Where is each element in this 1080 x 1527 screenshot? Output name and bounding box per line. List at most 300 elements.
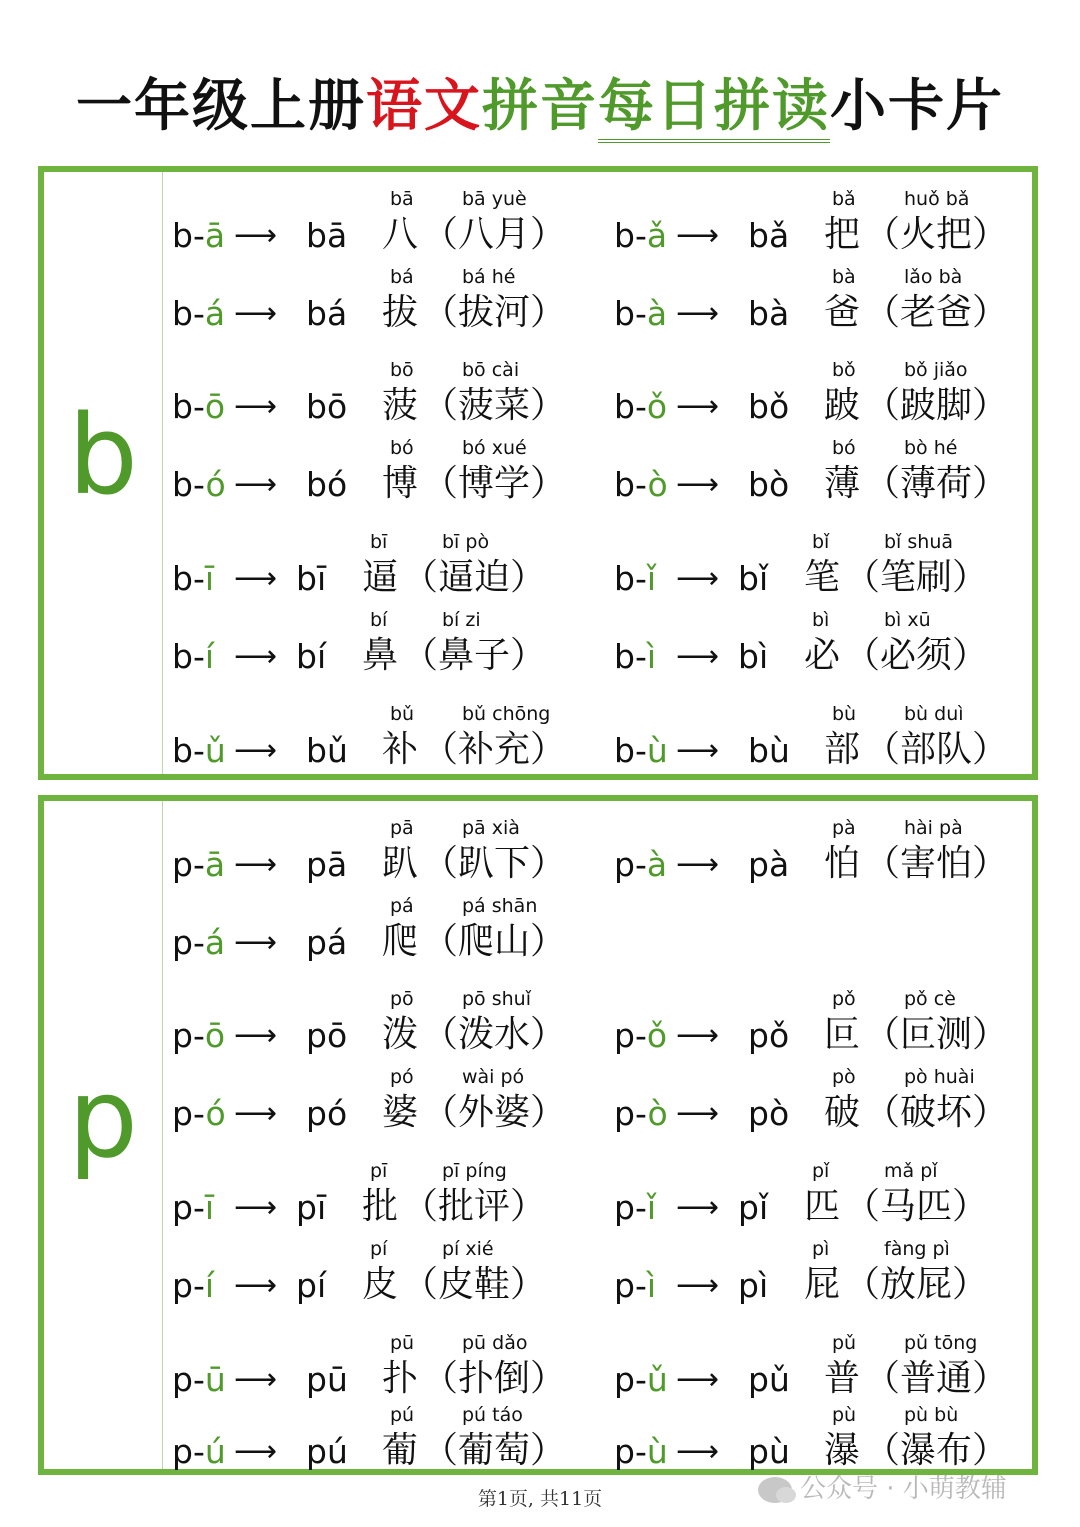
word-pinyin: bá hé xyxy=(462,266,516,288)
hanzi: 瀑 xyxy=(824,1430,861,1471)
final-vowel: í xyxy=(204,637,215,676)
word-pinyin: pū dǎo xyxy=(462,1332,528,1354)
initial: b- xyxy=(614,216,647,255)
final-vowel: ǔ xyxy=(646,1360,668,1399)
final-vowel: ó xyxy=(205,465,226,504)
hanzi: 部 xyxy=(824,729,861,770)
word: （趴下） xyxy=(422,843,567,884)
word: （外婆） xyxy=(422,1092,567,1133)
hanzi: 拔 xyxy=(382,292,419,333)
word-pinyin: hài pà xyxy=(904,817,963,839)
arrow-icon: ⟶ xyxy=(676,1362,720,1397)
word: （破坏） xyxy=(864,1092,1009,1133)
char-pinyin: pǔ xyxy=(832,1332,857,1354)
syllable: pí xyxy=(296,1266,327,1305)
hanzi: 泼 xyxy=(382,1014,419,1055)
hanzi: 笔 xyxy=(804,557,841,598)
arrow-icon: ⟶ xyxy=(234,218,278,253)
pinyin-entry xyxy=(172,353,592,431)
spelling xyxy=(614,294,667,334)
syllable: pǔ xyxy=(748,1360,790,1399)
word-pinyin: bǐ shuā xyxy=(884,531,954,553)
spelling xyxy=(614,559,656,599)
arrow-icon: ⟶ xyxy=(676,218,720,253)
hanzi: 怕 xyxy=(824,843,861,884)
char-pinyin: bó xyxy=(832,437,856,459)
arrow-icon: ⟶ xyxy=(676,1268,720,1303)
spelling xyxy=(614,387,667,427)
card-b xyxy=(38,166,1038,780)
char-pinyin: pī xyxy=(370,1160,388,1182)
pinyin-entry xyxy=(172,697,592,775)
final-vowel: ǎ xyxy=(646,216,668,255)
char-pinyin: bō xyxy=(390,359,414,381)
word: （扑倒） xyxy=(422,1358,567,1399)
final-vowel: ā xyxy=(204,845,226,884)
hanzi: 跛 xyxy=(824,385,861,426)
word-pinyin: pú táo xyxy=(462,1404,523,1426)
spelling xyxy=(172,1094,226,1134)
pinyin-entry xyxy=(614,260,1034,338)
initial: b- xyxy=(614,731,647,770)
arrow-icon: ⟶ xyxy=(234,467,278,502)
spelling xyxy=(172,559,214,599)
initial: b- xyxy=(172,637,205,676)
word-pinyin: bǔ chōng xyxy=(462,703,551,725)
word: （爬山） xyxy=(422,921,567,962)
spelling xyxy=(614,1266,656,1306)
word: （薄荷） xyxy=(864,463,1009,504)
arrow-icon: ⟶ xyxy=(234,389,278,424)
spelling xyxy=(614,1094,668,1134)
word: （皮鞋） xyxy=(402,1264,547,1305)
char-pinyin: bí xyxy=(370,609,388,631)
char-pinyin: pǐ xyxy=(812,1160,830,1182)
initial: b- xyxy=(172,465,206,504)
pinyin-entry xyxy=(172,1232,592,1310)
spelling xyxy=(172,216,225,256)
title-daily: 每日拼读 xyxy=(598,74,830,143)
pinyin-entry xyxy=(614,697,1034,775)
char-pinyin: bó xyxy=(390,437,414,459)
initial: b- xyxy=(172,216,205,255)
spelling xyxy=(172,637,214,677)
hanzi: 叵 xyxy=(824,1014,861,1055)
page-title xyxy=(0,62,1080,142)
word: （必须） xyxy=(844,635,989,676)
hanzi: 菠 xyxy=(382,385,419,426)
word: （鼻子） xyxy=(402,635,547,676)
word-pinyin: bō cài xyxy=(462,359,520,381)
final-vowel: ú xyxy=(204,1432,226,1471)
spelling xyxy=(614,1360,668,1400)
syllable: bá xyxy=(306,294,348,333)
syllable: pà xyxy=(748,845,790,884)
word-pinyin: huǒ bǎ xyxy=(904,188,970,210)
hanzi: 爬 xyxy=(382,921,419,962)
final-vowel: ǐ xyxy=(646,559,657,598)
initial: p- xyxy=(172,1432,205,1471)
page-footer: 第1页, 共11页 xyxy=(477,1488,603,1510)
final-vowel: ì xyxy=(646,1266,657,1305)
title-card: 小卡片 xyxy=(830,74,1004,139)
word: （叵测） xyxy=(864,1014,1009,1055)
spelling xyxy=(172,294,225,334)
syllable: bù xyxy=(748,731,790,770)
arrow-icon: ⟶ xyxy=(234,733,278,768)
syllable: bǐ xyxy=(738,559,769,598)
initial: b- xyxy=(614,387,647,426)
syllable: bí xyxy=(296,637,327,676)
syllable: bà xyxy=(748,294,790,333)
word: （补充） xyxy=(422,729,567,770)
word: （火把） xyxy=(864,214,1009,255)
spelling xyxy=(172,731,226,771)
arrow-icon: ⟶ xyxy=(234,1362,278,1397)
syllable: bò xyxy=(748,465,790,504)
word: （菠菜） xyxy=(422,385,567,426)
syllable: pó xyxy=(306,1094,348,1133)
word: （老爸） xyxy=(864,292,1009,333)
syllable: pò xyxy=(748,1094,790,1133)
char-pinyin: pā xyxy=(390,817,414,839)
arrow-icon: ⟶ xyxy=(234,1268,278,1303)
char-pinyin: pù xyxy=(832,1404,857,1426)
word: （瀑布） xyxy=(864,1430,1009,1471)
syllable: pǒ xyxy=(748,1016,790,1055)
initial: b- xyxy=(614,559,647,598)
final-vowel: á xyxy=(204,294,226,333)
word-pinyin: mǎ pǐ xyxy=(884,1160,938,1182)
syllable: bǒ xyxy=(748,387,790,426)
word-pinyin: bǒ jiǎo xyxy=(904,359,968,381)
final-vowel: à xyxy=(646,294,668,333)
word-pinyin: bó xué xyxy=(462,437,527,459)
spelling xyxy=(614,731,668,771)
pinyin-entry xyxy=(614,1060,1034,1138)
word-pinyin: lǎo bà xyxy=(904,266,963,288)
initial: b- xyxy=(172,559,205,598)
hanzi: 屁 xyxy=(804,1264,841,1305)
char-pinyin: pó xyxy=(390,1066,414,1088)
char-pinyin: pá xyxy=(390,895,414,917)
word: （跛脚） xyxy=(864,385,1009,426)
char-pinyin: pà xyxy=(832,817,856,839)
initial: b- xyxy=(614,294,647,333)
word-pinyin: pǔ tōng xyxy=(904,1332,978,1354)
word-pinyin: pǒ cè xyxy=(904,988,956,1010)
arrow-icon: ⟶ xyxy=(676,1190,720,1225)
pinyin-entry xyxy=(614,182,1034,260)
hanzi: 皮 xyxy=(362,1264,399,1305)
final-vowel: á xyxy=(204,923,226,962)
wechat-icon xyxy=(758,1477,792,1503)
word-pinyin: pí xié xyxy=(442,1238,494,1260)
final-vowel: ì xyxy=(646,637,657,676)
word-pinyin: wài pó xyxy=(462,1066,525,1088)
spelling xyxy=(172,845,225,885)
pinyin-entry xyxy=(172,182,592,260)
word: （逼迫） xyxy=(402,557,547,598)
initial: b- xyxy=(172,294,205,333)
initial: b- xyxy=(172,387,205,426)
spelling xyxy=(614,1432,668,1472)
spelling xyxy=(614,845,667,885)
arrow-icon: ⟶ xyxy=(234,561,278,596)
spelling xyxy=(172,1016,225,1056)
pinyin-entry xyxy=(614,1232,1034,1310)
final-vowel: ǐ xyxy=(646,1188,657,1227)
syllable: pá xyxy=(306,923,348,962)
arrow-icon: ⟶ xyxy=(234,925,278,960)
word-pinyin: bī pò xyxy=(442,531,490,553)
arrow-icon: ⟶ xyxy=(676,733,720,768)
syllable: pú xyxy=(306,1432,348,1471)
char-pinyin: pō xyxy=(390,988,414,1010)
char-pinyin: bā xyxy=(390,188,414,210)
hanzi: 八 xyxy=(382,214,419,255)
hanzi: 必 xyxy=(804,635,841,676)
pinyin-entry xyxy=(172,811,592,889)
pinyin-entry xyxy=(172,1060,592,1138)
final-vowel: ō xyxy=(204,387,226,426)
pinyin-entry xyxy=(172,1326,592,1404)
title-pinyin: 拼音 xyxy=(482,74,598,139)
arrow-icon: ⟶ xyxy=(234,639,278,674)
arrow-icon: ⟶ xyxy=(234,1018,278,1053)
pinyin-entry xyxy=(614,525,1034,603)
syllable: pì xyxy=(738,1266,769,1305)
initial: p- xyxy=(172,923,205,962)
pinyin-entry xyxy=(172,603,592,681)
initial-letter: b xyxy=(68,391,138,519)
pinyin-entry xyxy=(172,260,592,338)
syllable: pù xyxy=(748,1432,790,1471)
syllable: pū xyxy=(306,1360,348,1399)
char-pinyin: pì xyxy=(812,1238,830,1260)
arrow-icon: ⟶ xyxy=(234,1096,278,1131)
final-vowel: ǒ xyxy=(646,387,668,426)
char-pinyin: bà xyxy=(832,266,856,288)
letter-column xyxy=(44,172,163,774)
hanzi: 葡 xyxy=(382,1430,419,1471)
spelling xyxy=(172,465,226,505)
watermark xyxy=(758,1468,1007,1505)
syllable: bī xyxy=(296,559,327,598)
arrow-icon: ⟶ xyxy=(676,467,720,502)
syllable: bǔ xyxy=(306,731,348,770)
syllable: pī xyxy=(296,1188,327,1227)
spelling xyxy=(172,923,225,963)
initial: p- xyxy=(614,1094,648,1133)
initial: p- xyxy=(172,845,205,884)
final-vowel: ī xyxy=(204,1188,215,1227)
word-pinyin: pō shuǐ xyxy=(462,988,531,1010)
initial: p- xyxy=(614,1266,647,1305)
word-pinyin: fàng pì xyxy=(884,1238,950,1260)
char-pinyin: bǔ xyxy=(390,703,415,725)
hanzi: 逼 xyxy=(362,557,399,598)
word-pinyin: bù duì xyxy=(904,703,964,725)
arrow-icon: ⟶ xyxy=(234,1434,278,1469)
char-pinyin: bù xyxy=(832,703,857,725)
pinyin-entry xyxy=(614,431,1034,509)
spelling xyxy=(172,1266,214,1306)
spelling xyxy=(614,637,656,677)
word: （拔河） xyxy=(422,292,567,333)
word-pinyin: pá shān xyxy=(462,895,538,917)
pinyin-entry xyxy=(172,982,592,1060)
char-pinyin: pū xyxy=(390,1332,415,1354)
pinyin-entry xyxy=(614,353,1034,431)
pinyin-entry xyxy=(614,1326,1034,1404)
final-vowel: ā xyxy=(204,216,226,255)
word-pinyin: bò hé xyxy=(904,437,958,459)
arrow-icon: ⟶ xyxy=(676,296,720,331)
word-pinyin: pù bù xyxy=(904,1404,959,1426)
initial: p- xyxy=(614,1432,647,1471)
initial: p- xyxy=(614,1016,647,1055)
char-pinyin: bì xyxy=(812,609,830,631)
final-vowel: ù xyxy=(646,731,668,770)
arrow-icon: ⟶ xyxy=(234,1190,278,1225)
word: （笔刷） xyxy=(844,557,989,598)
hanzi: 补 xyxy=(382,729,419,770)
arrow-icon: ⟶ xyxy=(676,847,720,882)
word-pinyin: pī píng xyxy=(442,1160,507,1182)
title-subject: 语文 xyxy=(366,74,482,139)
pinyin-entry xyxy=(172,525,592,603)
arrow-icon: ⟶ xyxy=(676,1434,720,1469)
spelling xyxy=(614,216,667,256)
word: （泼水） xyxy=(422,1014,567,1055)
pinyin-entry xyxy=(614,1398,1034,1476)
word: （八月） xyxy=(422,214,567,255)
spelling xyxy=(172,387,225,427)
final-vowel: ǔ xyxy=(204,731,226,770)
syllable: pǐ xyxy=(738,1188,769,1227)
final-vowel: ù xyxy=(646,1432,668,1471)
word: （普通） xyxy=(864,1358,1009,1399)
spelling xyxy=(614,1188,656,1228)
hanzi: 把 xyxy=(824,214,861,255)
title-grade: 一年级上册 xyxy=(76,74,366,139)
hanzi: 鼻 xyxy=(362,635,399,676)
spelling xyxy=(614,465,668,505)
hanzi: 批 xyxy=(362,1186,399,1227)
initial: b- xyxy=(614,465,648,504)
word: （部队） xyxy=(864,729,1009,770)
pinyin-entry xyxy=(172,1398,592,1476)
char-pinyin: bá xyxy=(390,266,414,288)
initial: b- xyxy=(614,637,647,676)
spelling xyxy=(172,1188,214,1228)
card-p xyxy=(38,795,1038,1475)
syllable: bǎ xyxy=(748,216,790,255)
pinyin-entry xyxy=(172,1154,592,1232)
arrow-icon: ⟶ xyxy=(676,639,720,674)
initial: p- xyxy=(172,1360,205,1399)
word-pinyin: pò huài xyxy=(904,1066,975,1088)
spelling xyxy=(172,1432,226,1472)
arrow-icon: ⟶ xyxy=(676,389,720,424)
char-pinyin: pǒ xyxy=(832,988,856,1010)
arrow-icon: ⟶ xyxy=(676,1096,720,1131)
hanzi: 婆 xyxy=(382,1092,419,1133)
spelling xyxy=(172,1360,226,1400)
final-vowel: í xyxy=(204,1266,215,1305)
initial: p- xyxy=(172,1266,205,1305)
pinyin-entry xyxy=(614,982,1034,1060)
watermark-text: 公众号 · 小萌教辅 xyxy=(800,1474,1007,1504)
syllable: pō xyxy=(306,1016,348,1055)
final-vowel: ō xyxy=(204,1016,226,1055)
char-pinyin: bī xyxy=(370,531,388,553)
final-vowel: ò xyxy=(647,1094,668,1133)
spelling xyxy=(614,1016,667,1056)
char-pinyin: pú xyxy=(390,1404,415,1426)
initial: p- xyxy=(614,1188,647,1227)
hanzi: 匹 xyxy=(804,1186,841,1227)
initial: b- xyxy=(172,731,205,770)
word: （马匹） xyxy=(844,1186,989,1227)
initial: p- xyxy=(614,845,647,884)
pinyin-entry xyxy=(614,811,1034,889)
pinyin-entry xyxy=(614,1154,1034,1232)
final-vowel: ī xyxy=(204,559,215,598)
hanzi: 博 xyxy=(382,463,419,504)
hanzi: 爸 xyxy=(824,292,861,333)
initial: p- xyxy=(172,1094,206,1133)
pinyin-entry xyxy=(172,889,592,967)
syllable: pā xyxy=(306,845,348,884)
word: （害怕） xyxy=(864,843,1009,884)
char-pinyin: bǐ xyxy=(812,531,830,553)
word-pinyin: bì xū xyxy=(884,609,931,631)
letter-column xyxy=(44,801,163,1469)
arrow-icon: ⟶ xyxy=(676,561,720,596)
hanzi: 普 xyxy=(824,1358,861,1399)
final-vowel: ǒ xyxy=(646,1016,668,1055)
initial-letter: p xyxy=(68,1054,138,1182)
syllable: bō xyxy=(306,387,348,426)
arrow-icon: ⟶ xyxy=(234,847,278,882)
final-vowel: ū xyxy=(204,1360,226,1399)
word-pinyin: bā yuè xyxy=(462,188,527,210)
pinyin-entry xyxy=(172,431,592,509)
final-vowel: à xyxy=(646,845,668,884)
char-pinyin: pí xyxy=(370,1238,388,1260)
syllable: bó xyxy=(306,465,348,504)
final-vowel: ò xyxy=(647,465,668,504)
arrow-icon: ⟶ xyxy=(676,1018,720,1053)
word: （批评） xyxy=(402,1186,547,1227)
initial: p- xyxy=(172,1016,205,1055)
syllable: bì xyxy=(738,637,769,676)
hanzi: 趴 xyxy=(382,843,419,884)
initial: p- xyxy=(172,1188,205,1227)
word: （葡萄） xyxy=(422,1430,567,1471)
arrow-icon: ⟶ xyxy=(234,296,278,331)
final-vowel: ó xyxy=(205,1094,226,1133)
char-pinyin: pò xyxy=(832,1066,856,1088)
word-pinyin: pā xià xyxy=(462,817,520,839)
hanzi: 破 xyxy=(824,1092,861,1133)
word: （博学） xyxy=(422,463,567,504)
word: （放屁） xyxy=(844,1264,989,1305)
initial: p- xyxy=(614,1360,647,1399)
syllable: bā xyxy=(306,216,348,255)
